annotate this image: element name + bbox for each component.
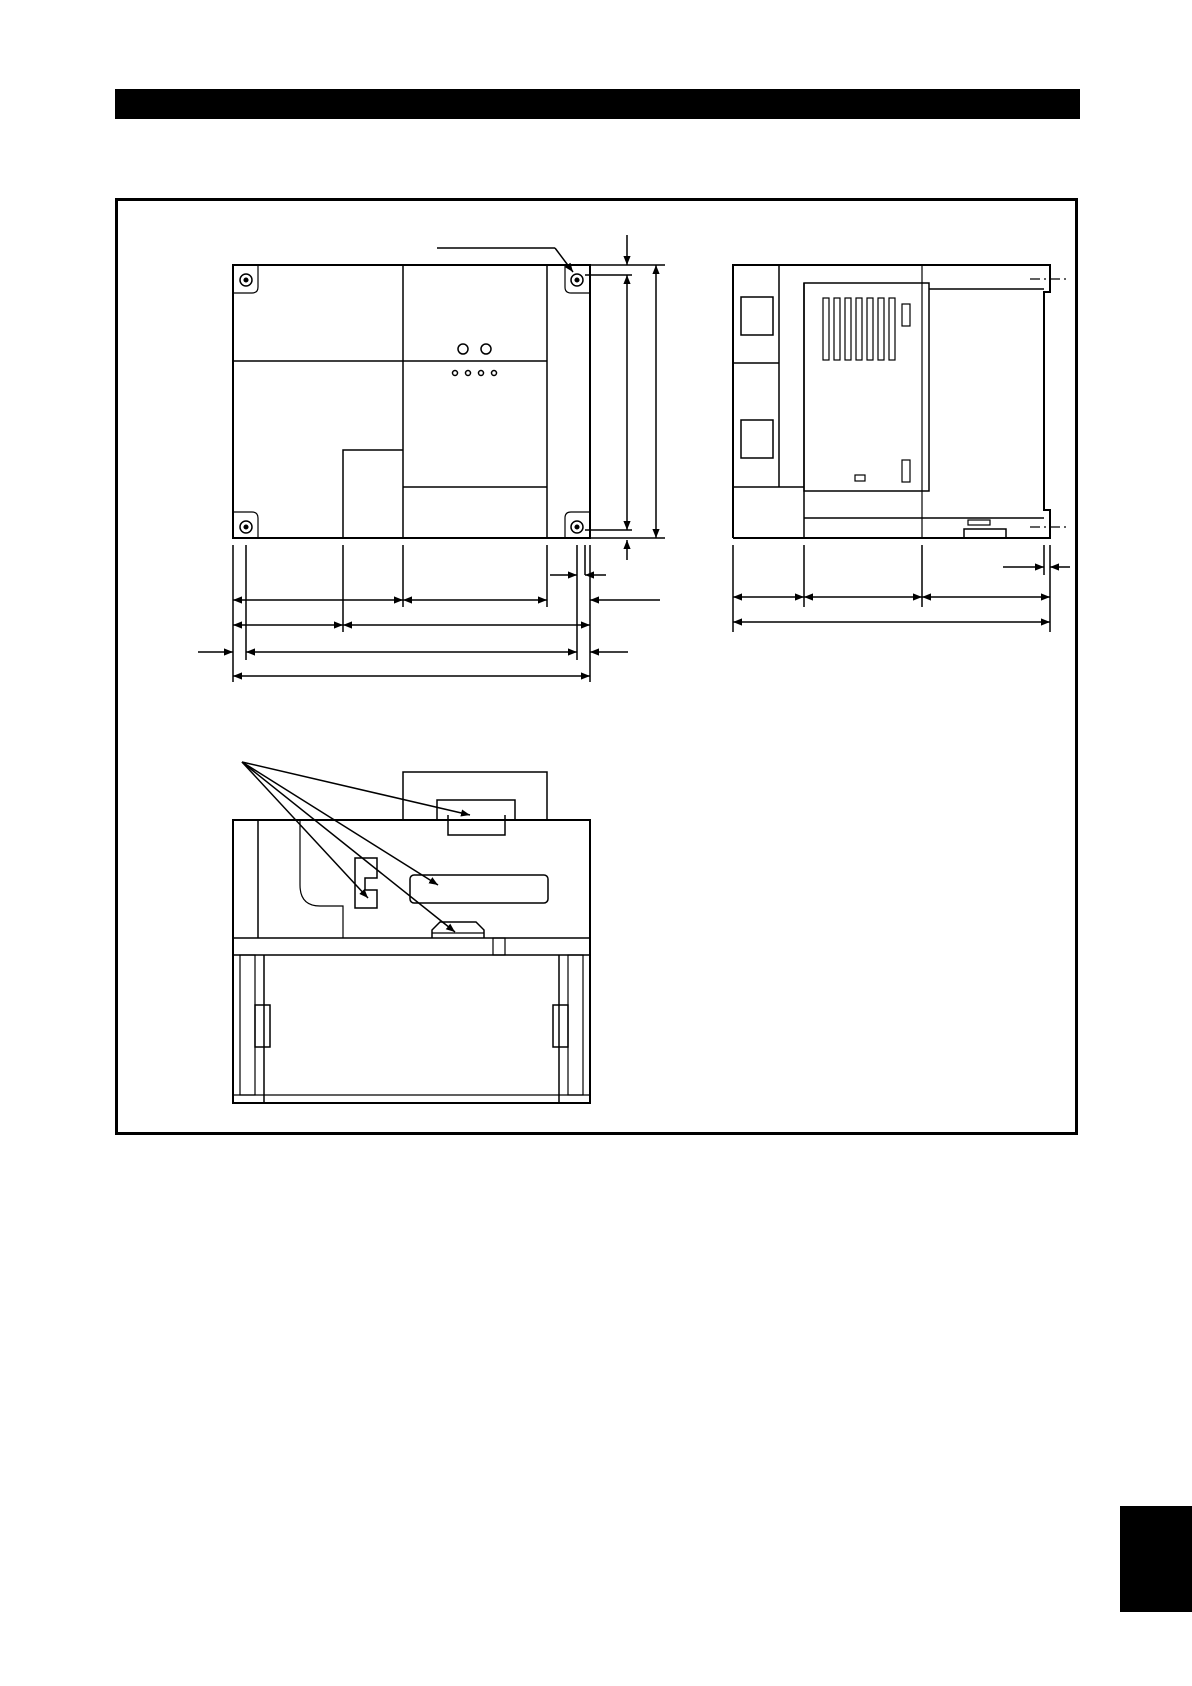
vent-slot-icon [823, 298, 910, 482]
bottom-outline [233, 820, 590, 1103]
port-serial [410, 875, 548, 903]
terminal-cover-outline [343, 450, 403, 538]
port-bottom [432, 922, 484, 938]
side-outline [733, 265, 1050, 538]
bottom-top-tab [403, 772, 547, 820]
bottom-clip-right [553, 1005, 568, 1047]
port-left [355, 858, 377, 908]
side-clip-bottom [741, 420, 773, 458]
bottom-view [233, 772, 590, 1103]
front-outline [233, 265, 590, 538]
front-view [233, 265, 590, 538]
bottom-leaders [242, 762, 470, 932]
side-clip-top [741, 297, 773, 335]
indicator-led-icon [453, 344, 497, 376]
mounting-hole-icon [240, 274, 583, 533]
port-top [448, 815, 505, 835]
side-view [733, 265, 1070, 538]
bottom-clip-left [255, 1005, 270, 1047]
front-dimensions [198, 235, 665, 682]
side-dimensions [733, 545, 1070, 632]
